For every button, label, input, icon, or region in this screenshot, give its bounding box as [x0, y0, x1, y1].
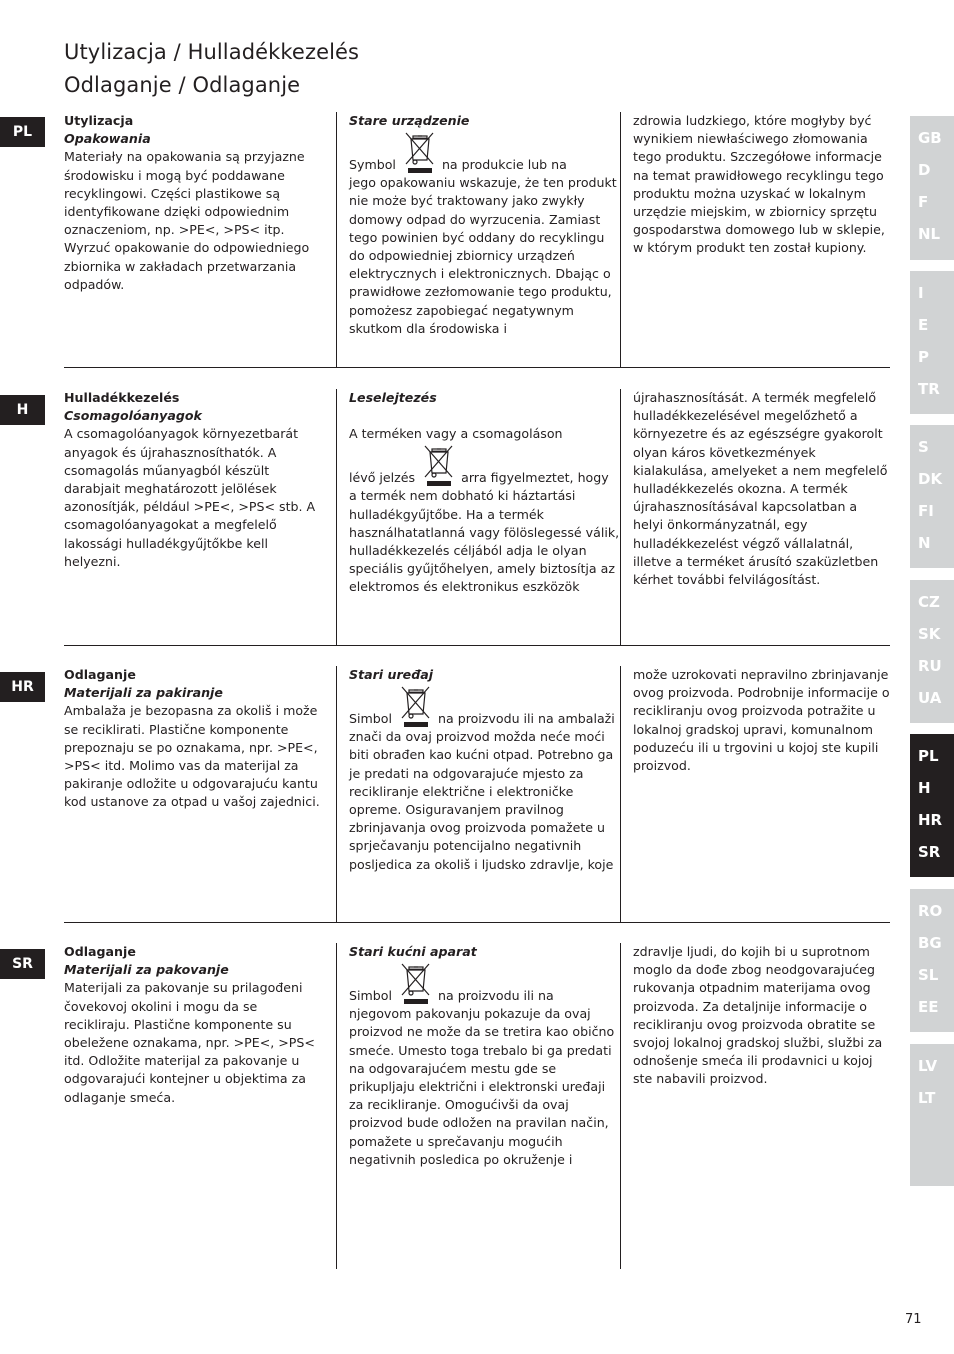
packaging-column: [64, 112, 324, 367]
section-sr: [64, 943, 890, 1269]
symbol-line: [349, 961, 620, 1005]
tab-ro[interactable]: RO: [918, 902, 943, 920]
old-appliance-text: znači da ovaj proizvod možda neće moći biti obrađen kao kućni otpad. Potrebno ga je predati na odgovarajuće mjesto za recikliranje električne i elektroničke opreme. Osiguravanjem pravilnog zbrinjavanja ovog proizvoda pomažete u sprječavanju potencijalno negativnih posljedica za okoliš i ljudsko zdravlje, koje: [349, 729, 614, 872]
tab-group-i-e-p-tr[interactable]: [910, 271, 954, 414]
tab-pl[interactable]: PL: [918, 747, 939, 765]
old-appliance-heading: Stari kućni aparat: [349, 944, 477, 959]
section-subheading: Opakowania: [64, 131, 151, 147]
continued-text: zdravlje ljudi, do kojih bi u suprotnom moglo da dođe zbog neodgovarajućeg rukovanja otpadnim materijama ovog proizvoda. Za detaljnije informacije o recikliranju ovog proizvoda obratite se svojoj lokalnoj gradskoj službi, službi za odnošenje smeća ili prodavnici u kojoj ste nabavili proizvod.: [633, 944, 883, 1087]
packaging-column: [64, 943, 324, 1269]
crossed-out-wheelie-bin-icon: [398, 961, 432, 1005]
continued-column: [620, 943, 890, 1269]
language-badge-h: H: [0, 395, 45, 425]
tab-f[interactable]: F: [918, 193, 929, 211]
symbol-before-text: Simbol: [349, 988, 392, 1003]
tab-ua[interactable]: UA: [918, 689, 942, 707]
tab-h[interactable]: H: [918, 779, 931, 797]
symbol-after-text: arra figyelmeztet, hogy: [461, 470, 609, 486]
section-heading: Hulladékkezelés: [64, 390, 180, 405]
old-appliance-column: [336, 389, 620, 645]
intro-line: A terméken vagy a csomagoláson: [349, 426, 563, 442]
tab-group-gb-d-f-nl[interactable]: [910, 116, 954, 260]
packaging-text: Ambalaža je bezopasna za okoliš i može se reciklirati. Plastične komponente prepoznaju se po oznakama, npr. >PE<, >PS< itd. Molimo vas da materijal za pakiranje odložite u odgovarajuću kantu kod ustanove za otpad u vašoj zajednici.: [64, 703, 320, 810]
tab-group-s-dk-fi-n[interactable]: [910, 425, 954, 568]
tab-group-cz-sk-ru-ua[interactable]: [910, 580, 954, 723]
symbol-after-text: na proizvodu ili na: [438, 988, 554, 1003]
packaging-column: [64, 666, 324, 922]
tab-hr[interactable]: HR: [918, 811, 943, 829]
symbol-line: [349, 443, 620, 487]
language-badge-pl: PL: [0, 117, 45, 147]
tab-cz[interactable]: CZ: [918, 593, 940, 611]
old-appliance-heading: Stari uređaj: [349, 667, 434, 682]
old-appliance-column: [336, 666, 620, 922]
tab-gb[interactable]: GB: [918, 129, 942, 147]
section-hr: [64, 666, 890, 923]
old-appliance-text: njegovom pakovanju pokazuje da ovaj proizvod ne može da se tretira kao obično smeće. Umesto toga trebalo bi ga predati na odgovarajućem mestu gde se prikupljaju električni i elektronski uređaji za recikliranje. Omogućivši da ovaj proizvod bude odložen na pravilan način, pomažete u sprečavanju mogućih negativnih posledica po okruženje i: [349, 1006, 615, 1167]
continued-column: [620, 389, 890, 645]
continued-column: [620, 666, 890, 922]
symbol-line: [349, 130, 620, 174]
old-appliance-column: [336, 943, 620, 1269]
tab-bg[interactable]: BG: [918, 934, 942, 952]
language-badge-hr: HR: [0, 672, 45, 702]
section-h: [64, 389, 890, 646]
section-pl: [64, 112, 890, 368]
section-heading: Odlaganje: [64, 944, 136, 959]
old-appliance-heading: Leselejtezés: [349, 390, 437, 405]
symbol-line: [349, 684, 620, 728]
continued-text: može uzrokovati nepravilno zbrinjavanje ovog proizvoda. Podrobnije informacije o recikliranju ovog proizvoda potražite u lokalnoj gradskoj upravi, komunalnom poduzeću ili u trgovini u kojoj ste kupili proizvod.: [633, 667, 890, 774]
section-heading: Utylizacja: [64, 113, 134, 128]
tab-sl[interactable]: SL: [918, 966, 939, 984]
tab-nl[interactable]: NL: [918, 225, 941, 243]
tab-p[interactable]: P: [918, 348, 929, 366]
old-appliance-column: [336, 112, 620, 367]
section-subheading: Materijali za pakovanje: [64, 962, 229, 978]
tab-group-lv-lt[interactable]: [910, 1044, 954, 1186]
tab-sk[interactable]: SK: [918, 625, 941, 643]
packaging-text: A csomagolóanyagok környezetbarát anyagok és újrahasznosíthatók. A csomagolás műanyagból készült darabjait meghatározott jelölések azonosítják, például >PE<, >PS< stb. A csomagolóanyagokat a megfelelő lakossági hulladékgyűjtőkbe kell helyezni.: [64, 426, 316, 569]
page-title-line-2: Odlaganje / Odlaganje: [64, 73, 301, 97]
tab-group-pl-h-hr-sr-active[interactable]: [910, 734, 954, 877]
crossed-out-wheelie-bin-icon: [402, 130, 436, 174]
symbol-before-text: lévő jelzés: [349, 470, 416, 486]
tab-ee[interactable]: EE: [918, 998, 939, 1016]
packaging-column: [64, 389, 324, 645]
tab-lt[interactable]: LT: [918, 1089, 936, 1107]
symbol-after-text: na produkcie lub na: [441, 157, 567, 172]
language-badge-sr: SR: [0, 949, 45, 979]
tab-s[interactable]: S: [918, 438, 929, 456]
packaging-text: Materijali za pakovanje su prilagođeni čovekovoj okolini i mogu da se recikliraju. Plastične komponente su obeležene oznakama, npr. >PE<, >PS< itd. Odložite materijal za pakovanje u odgovarajući kontejner u objektima za odlaganje smeća.: [64, 980, 315, 1105]
tab-dk[interactable]: DK: [918, 470, 943, 488]
old-appliance-heading: Stare urządzenie: [349, 113, 470, 128]
tab-lv[interactable]: LV: [918, 1057, 938, 1075]
tab-e[interactable]: E: [918, 316, 929, 334]
tab-sr[interactable]: SR: [918, 843, 941, 861]
tab-tr[interactable]: TR: [918, 380, 940, 398]
section-heading: Odlaganje: [64, 667, 136, 682]
old-appliance-text: jego opakowaniu wskazuje, że ten produkt nie może być traktowany jako zwykły domowy odpad do wyrzucenia. Zamiast tego powinien być oddany do recyklingu do odpowiedniej zbiornicy urządzeń elektrycznych i elektronicznych. Dbając o prawidłowe zezłomowanie tego produktu, pomożesz zapobiegać negatywnym skutkom dla środowiska i: [349, 175, 617, 336]
continued-column: [620, 112, 890, 367]
tab-d[interactable]: D: [918, 161, 931, 179]
tab-n[interactable]: N: [918, 534, 931, 552]
crossed-out-wheelie-bin-icon: [421, 443, 455, 487]
page-title-line-1: Utylizacja / Hulladékkezelés: [64, 40, 360, 64]
tab-group-ro-bg-sl-ee[interactable]: [910, 889, 954, 1032]
page-number: 71: [905, 1312, 922, 1327]
old-appliance-text: a termék nem dobható ki háztartási hulladékgyűjtőbe. Ha a termék használhatatlanná vagy fölöslegessé válik, hulladékkezelés céljából adja le olyan speciális gyűjtőhelyen, amely biztosítja az elektromos és elektronikus eszközök: [349, 488, 620, 595]
tab-ru[interactable]: RU: [918, 657, 942, 675]
symbol-before-text: Simbol: [349, 711, 392, 726]
crossed-out-wheelie-bin-icon: [398, 684, 432, 728]
continued-text: újrahasznosítását. A termék megfelelő hulladékkezelésével megelőzhető a környezetre és az egészségre gyakorolt olyan káros következmények kialakulása, amelyeket a nem megfelelő hulladékkezelés okozna. A termék újrahasznosításával kapcsolatban a helyi önkormányzatnál, egy hulladékkezelést végző vállalatnál, illetve a terméket árusító szaküzletben kérhet további felvilágosítást.: [633, 390, 888, 588]
tab-i[interactable]: I: [918, 284, 924, 302]
section-subheading: Materijali za pakiranje: [64, 685, 223, 701]
symbol-before-text: Symbol: [349, 157, 396, 172]
packaging-text: Materiały na opakowania są przyjazne środowisku i mogą być poddawane recyklingowi. Części plastikowe są identyfikowane dzięki odpowiednim oznaczeniom, np. >PE<, >PS< itp. Wyrzuć opakowanie do odpowiedniego zbiornika w zakładach przetwarzania odpadów.: [64, 149, 310, 292]
tab-fi[interactable]: FI: [918, 502, 934, 520]
symbol-after-text: na proizvodu ili na ambalaži: [438, 711, 615, 726]
continued-text: zdrowia ludzkiego, które mogłyby być wynikiem niewłaściwego złomowania tego produktu. Szczegółowe informacje na temat prawidłowego recyklingu tego produktu można uzyskać w lokalnym urzędzie miejskim, w zbiornicy sprzętu gospodarstwa domowego lub w sklepie, w którym produkt ten został kupiony.: [633, 113, 885, 256]
section-subheading: Csomagolóanyagok: [64, 408, 202, 424]
